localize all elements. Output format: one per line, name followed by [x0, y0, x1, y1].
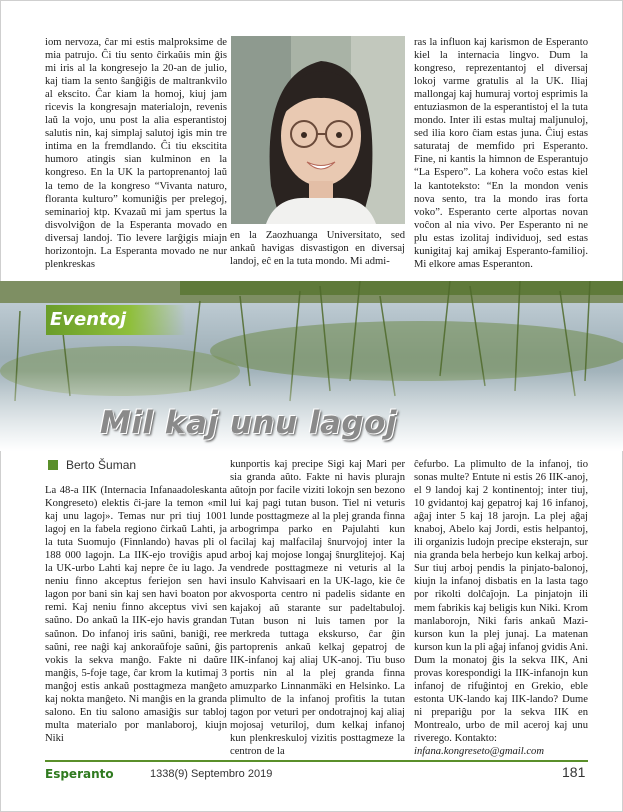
top-col1-text: iom nervoza, ĉar mi estis malproksime de mia patrujo. Ĉi tiu sento ĉirkaŭis min ĝis mi iris al la kongresejo la 20-an de julio, kaj tiam la sento ŝanĝiĝis de maltrankvilo al ekscito. Ĉar kiam la homoj, kiuj jam ricevis la kongresajn materialojn, revenis laŭ la vojo, unu post la alia esperantistoj salutis nin, kaj simplaj salutoj igis min tre intima en la fremdlando. Ĉi tiu ekscitita humoro atingis sian kulminon en la kongreso. En la UK la partoprenantoj laŭ la temo de la kongreso “Vivanta naturo, floranta kulturo” komuniĝis per prelegoj, seminarioj ktp. Kvazaŭ mi jam spertus la disvolviĝon de la Esperanta movado en diversaj landoj. Tio levere larĝigis miajn horizontojn. La Esperanta movado ne nur plenkreskas: [45, 37, 227, 270]
top-column-3: [414, 36, 588, 271]
top-col2-text: en la Zaozhuanga Universitato, sed ankaŭ havigas disvastigon en diversaj landoj, eĉ en la tuta mondo. Mi admi-: [230, 230, 405, 268]
article-col3-text: ĉefurbo. La plimulto de la infanoj, tio sonas multe? Entute ni estis 26 IIK-anoj, el 9 landoj kaj 2 kontinentoj; inter tiuj, 10 gvidantoj kaj gepatroj kaj 16 infanoj, aĝaj inter 5 kaj 18 jarojn. La plej aĝaj knaboj, Abelo kaj Jordi, estis helpantoj, ili organizis ludojn precipe eksterajn, sur nia granda bela herbejo kun kelkaj arboj. Sur tiuj arboj pendis la pinjato-balonoj, kiujn la infanoj disbatis en la lasta tago por rikolti dolĉaĵojn. La pinjatojn ili mem fabrikis kaj beligis kun Niki. Krom manlaborojn, Niki faris ankaŭ Mazi-kurson kun la plej junaj. La matenan kurson kun la pli aĝaj infanoj gvidis Ani. Dum la monatoj ĝis la sekva IIK, Ani provas korespondigi la IIK-infanojn kun infanoj de rifuĝintoj en Grekio, eble estonta UK-lando kaj IIK-lando? Dume ni prepariĝu por la sekva IIK en Montrealo, urbo de mil aceroj kaj unu riverego. Kontakto:: [414, 459, 588, 744]
footer-magazine-name: Esperanto: [45, 767, 114, 781]
section-label: Eventoj: [50, 309, 127, 330]
footer-issue: 1338(9) Septembro 2019: [150, 768, 273, 780]
top-col3-text: ras la influon kaj karismon de Esperanto kiel la internacia lingvo. Dum la kongreso, reprezentantoj el diversaj lokoj varme gratulis al la UK. Iliaj mallongaj kaj humuraj vortoj esprimis la entuziasmon de la esperantistoj el la tuta mondo. Inter ili estas multaj maljunuloj, sed ilia koro ĉiam estas juna. Ĉiuj estas saturataj de memfido pri Esperanto. Fine, ni kantis la himnon de Esperantujo “La Espero”. La kohera voĉo estas kiel la kantoteksto: “En la mondon venis nova sento, tra la mondo iras forta voko”. Esperanto certe alportas novan voĉon al nia vivo. Per Esperanto ni ne plu estas izolitaj individuoj, sed estas kunigitaj kaj amikaj Esperanto-familioj. Mi elkore amas Esperanton.: [414, 37, 588, 270]
portrait-illustration: [231, 36, 405, 224]
author-name: Berto Šuman: [66, 458, 137, 472]
author-marker-icon: [48, 460, 58, 470]
page-number: 181: [562, 764, 586, 780]
author-byline: [48, 458, 136, 472]
top-column-1: [45, 36, 227, 271]
section-tag: [46, 305, 186, 335]
article-headline: Mil kaj unu lagoj: [100, 405, 398, 441]
footer-rule: [45, 760, 588, 762]
portrait-photo: [231, 36, 405, 224]
top-column-2: [230, 229, 405, 268]
article-col2-text: kunportis kaj precipe Sigi kaj Mari per sia granda aŭto. Fakte ni havis plurajn aŭtojn por facile viziti lokojn sen bezono lui kaj pagi tutan buson. Tiel ni veturis lunde posttagmeze al la plej granda finna arbogrimpa parko en Pajulahti kun facilaj kaj malfacilaj ŝnurvojoj inter la arboj kaj mojose longaj ŝnurglitejoj. Kaj vendrede posttagmeze ni veturis al la insulo Kahvisaari en la UK-lago, kie ĉe akvosporta centro ni padelis sidante en kajakoj aŭ starante sur padeltabuloj. Tutan buson ni luis tamen por la merkreda tuttaga ekskurso, ĉar ĝin partoprenis ankaŭ kelkaj gepatroj de IIK-infanoj kaj aliaj UK-anoj. Tiu buso portis nin al la plej granda finna amuzparko Linnanmäki en Helsinko. La plimulto de la infanoj profitis la tutan tagon por veturi per ondotrajnoj kaj aliaj mojosaj veturiloj, dum kelkaj infanoj kun plenkreskuloj vizitis posttagmeze la centron de la: [230, 459, 405, 758]
article-col1-text: La 48-a IIK (Internacia Infanaadoleskanta Kongreseto) elektis ĉi-jare la temon «mil kaj unu lagoj». Temas nur pri tiuj 1001 lagoj en la fabela regiono ĉirkaŭ Lahti, ja la tuta Suomujo (Finnlando) havas pli ol 188 000 lagojn. La IIK-ejo troviĝis apud la UK-urbo Lahti kaj nepre ĉe iu lago. Ja neniu finno akceptus feriejon sen havi lagon por bani sin kaj sen havi boaton por remi. Kaj neniu finno akceptus vivi sen saŭno. Do ankaŭ la IIK-ejo havis grandan saŭnon. Do infanoj iris saŭni, baniĝi, ree saŭni, ree naĝi kaj ankoraŭfoje saŭni, ĝis vokis la sekva manĝo. Fakte ni daŭre manĝis, 5-foje tage, ĉar krom la kutimaj 3 manĝoj estis ankaŭ posttagmeza manĝeto kaj nokta manĝeto. Ni manĝis en la granda salono. En tiu salono amasiĝis sur tabloj multa materialo por manlaboroj, kiujn Niki: [45, 485, 227, 744]
article-column-2: [230, 458, 405, 758]
article-column-3: [414, 458, 588, 758]
contact-email[interactable]: infana.kongreseto@gmail.com: [414, 746, 544, 758]
article-column-1: [45, 484, 227, 745]
